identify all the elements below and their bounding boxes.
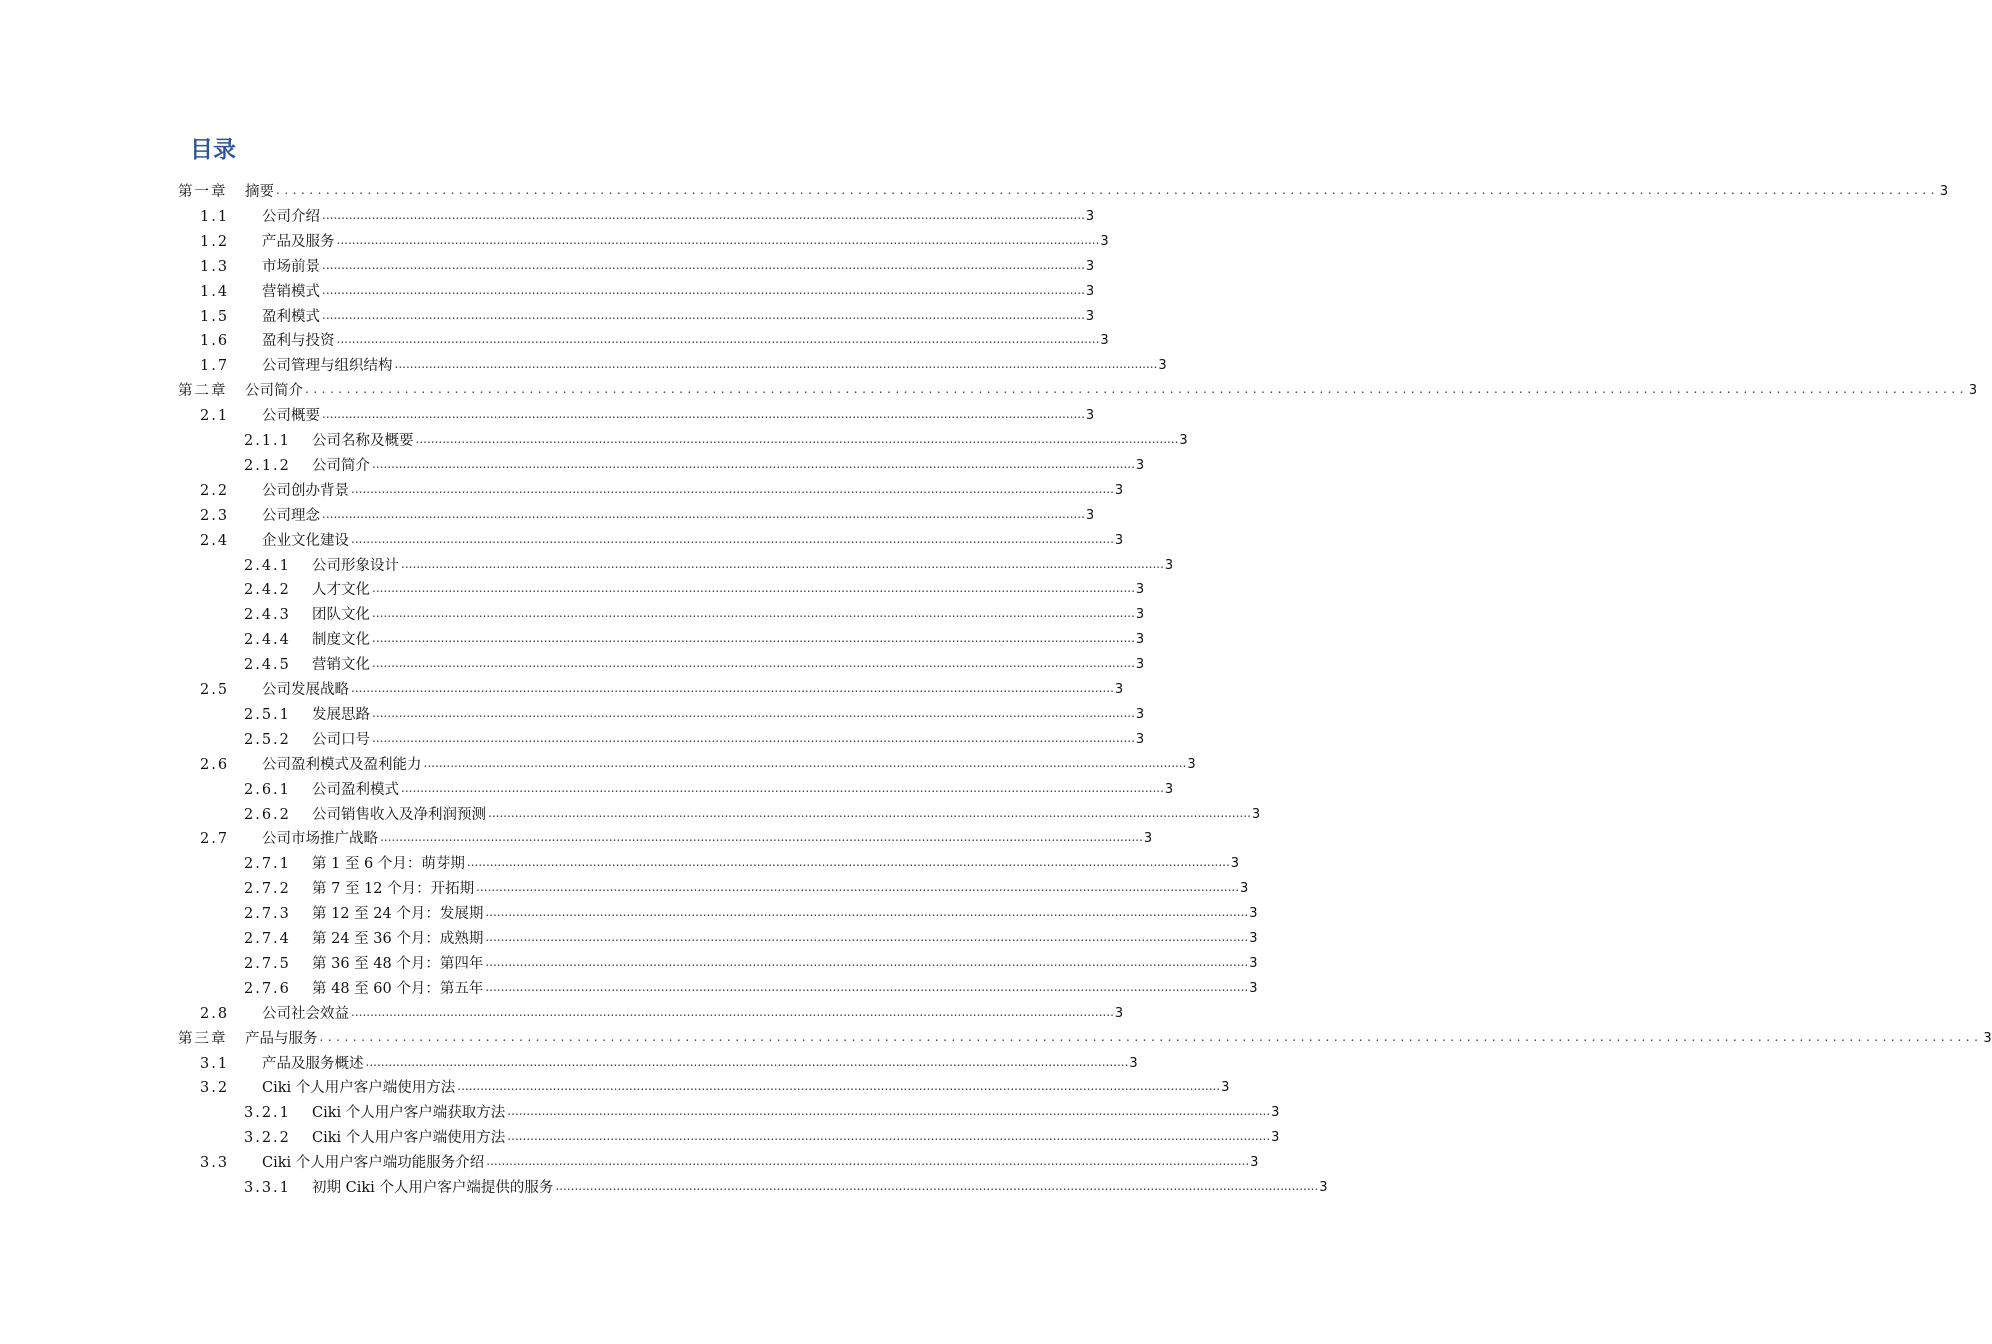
toc-entry[interactable]: [244, 427, 1188, 451]
toc-entry-page: 3: [1114, 682, 1124, 697]
toc-title: 目录: [190, 136, 236, 163]
toc-entry-number: 2.7.5: [244, 955, 291, 972]
toc-leader-dots: ........................................................................................................................................................................................................: [457, 1079, 1221, 1094]
toc-entry-number: 2.3: [200, 507, 230, 524]
toc-entry-number: 1.4: [200, 283, 230, 300]
toc-entry[interactable]: [244, 925, 1258, 949]
toc-entry-page: 3: [1135, 731, 1145, 747]
toc-entry-label: 企业文化建设: [262, 532, 349, 549]
toc-entry-page: 3: [1114, 482, 1124, 498]
toc-entry-label: 人才文化: [312, 582, 370, 599]
toc-leader-dots: ........................................................................................................................................................................................................: [372, 730, 1135, 745]
toc-entry[interactable]: [200, 303, 1095, 327]
toc-entry-number: 3.3: [200, 1155, 230, 1172]
toc-entry-label: 盈利模式: [262, 308, 320, 325]
toc-entry[interactable]: [244, 701, 1145, 725]
toc-entry[interactable]: [244, 452, 1145, 476]
toc-leader-dots: ........................................................................................................................................................................................................: [372, 456, 1135, 471]
toc-leader-dots: ........................................................................................................................................................................................................: [322, 257, 1085, 272]
toc-entry-page: 3: [1249, 955, 1258, 971]
toc-entry[interactable]: [200, 253, 1095, 277]
toc-entry[interactable]: [200, 751, 1196, 775]
toc-entry-number: 3.2: [200, 1080, 230, 1097]
toc-entry-page: 3: [1085, 258, 1095, 274]
toc-leader-dots: ........................................................................................................................................................................................................: [276, 183, 1939, 197]
toc-entry-page: 3: [1114, 532, 1124, 548]
toc-entry[interactable]: [200, 203, 1095, 227]
toc-entry[interactable]: [244, 776, 1174, 800]
toc-entry-page: 3: [1179, 433, 1188, 448]
toc-entry-label: Ciki 个人用户客户端使用方法: [312, 1130, 506, 1147]
toc-entry[interactable]: [244, 651, 1145, 675]
toc-entry-number: 2.4.1: [244, 557, 291, 574]
toc-leader-dots: ........................................................................................................................................................................................................: [555, 1179, 1319, 1193]
toc-leader-dots: ........................................................................................................................................................................................................: [322, 307, 1085, 322]
toc-entry-number: 2.8: [200, 1005, 230, 1022]
toc-leader-dots: ........................................................................................................................................................................................................: [372, 606, 1135, 621]
toc-entry-page: 3: [1164, 781, 1174, 797]
toc-entry-number: 1.1: [200, 208, 230, 225]
toc-entry-page: 3: [1240, 881, 1249, 897]
toc-entry-label: Ciki 个人用户客户端功能服务介绍: [262, 1155, 485, 1172]
toc-leader-dots: ........................................................................................................................................................................................................: [351, 481, 1114, 496]
toc-leader-dots: ........................................................................................................................................................................................................: [322, 282, 1085, 297]
toc-entry-page: 3: [1135, 607, 1145, 623]
toc-entry-number: 2.7.1: [244, 856, 291, 873]
toc-entry-page: 3: [1187, 756, 1196, 772]
toc-entry-label: 公司概要: [262, 408, 320, 425]
toc-entry[interactable]: [200, 527, 1124, 551]
toc-entry-label: 发展思路: [312, 706, 370, 723]
toc-entry-page: 3: [1135, 706, 1145, 722]
toc-leader-dots: ........................................................................................................................................................................................................: [507, 1104, 1271, 1119]
toc-leader-dots: ........................................................................................................................................................................................................: [319, 1029, 1983, 1044]
toc-entry-label: 营销文化: [312, 657, 370, 674]
toc-entry-label: 公司口号: [312, 731, 370, 748]
toc-entry-number: 2.7: [200, 831, 230, 848]
toc-entry[interactable]: [244, 950, 1258, 974]
toc-entry-number: 2.7.6: [244, 980, 291, 997]
toc-entry-label: 公司销售收入及净利润预测: [312, 806, 486, 823]
toc-entry-number: 1.2: [200, 233, 230, 250]
toc-entry-page: 3: [1221, 1080, 1230, 1096]
toc-entry[interactable]: [200, 1000, 1124, 1024]
toc-leader-dots: ........................................................................................................................................................................................................: [423, 755, 1187, 770]
toc-entry-number: 3.1: [200, 1055, 230, 1072]
toc-entry-label: 第 1 至 6 个月：萌芽期: [312, 856, 465, 873]
toc-entry-page: 3: [1135, 582, 1145, 598]
toc-entry[interactable]: [200, 402, 1095, 426]
toc-entry[interactable]: [244, 850, 1240, 874]
toc-entry-number: 2.7.2: [244, 881, 291, 898]
toc-entry-label: 产品及服务概述: [262, 1055, 364, 1072]
toc-entry-label: 产品与服务: [245, 1030, 318, 1047]
toc-entry-page: 3: [1968, 383, 1978, 399]
toc-entry[interactable]: [244, 900, 1258, 924]
toc-entry-number: 1.5: [200, 308, 230, 325]
toc-entry-label: 营销模式: [262, 283, 320, 300]
toc-entry-page: 3: [1249, 931, 1258, 946]
toc-entry-label: 公司发展战略: [262, 682, 349, 698]
toc-entry-page: 3: [1250, 1155, 1259, 1171]
toc-entry-number: 2.4.3: [244, 607, 291, 624]
toc-entry-label: 公司盈利模式及盈利能力: [262, 756, 422, 773]
toc-entry-page: 3: [1271, 1130, 1280, 1146]
toc-leader-dots: ........................................................................................................................................................................................................: [380, 830, 1143, 845]
toc-leader-dots: ........................................................................................................................................................................................................: [372, 631, 1135, 646]
toc-entry-label: Ciki 个人用户客户端获取方法: [312, 1105, 506, 1122]
toc-entry[interactable]: [244, 601, 1145, 625]
toc-leader-dots: ........................................................................................................................................................................................................: [485, 979, 1249, 994]
toc-entry-number: 2.5.2: [244, 731, 291, 748]
toc-entry-number: 2.1.2: [244, 457, 291, 474]
toc-entry-page: 3: [1100, 333, 1109, 349]
toc-entry-page: 3: [1164, 557, 1174, 573]
toc-leader-dots: ........................................................................................................................................................................................................: [336, 232, 1100, 247]
toc-entry-page: 3: [1085, 308, 1095, 324]
toc-entry-page: 3: [1251, 806, 1261, 822]
toc-entry-number: 1.7: [200, 358, 230, 375]
toc-entry-number: 2.6.1: [244, 781, 291, 798]
toc-entry[interactable]: [244, 626, 1145, 650]
toc-leader-dots: ........................................................................................................................................................................................................: [351, 531, 1114, 546]
toc-leader-dots: ........................................................................................................................................................................................................: [488, 805, 1251, 820]
toc-leader-dots: ........................................................................................................................................................................................................: [485, 954, 1249, 969]
toc-entry[interactable]: [244, 1174, 1328, 1198]
toc-entry-page: 3: [1983, 1030, 1992, 1046]
toc-entry-label: 团队文化: [312, 607, 370, 624]
toc-entry-number: 第一章: [178, 184, 228, 200]
toc-entry[interactable]: [200, 1074, 1230, 1098]
toc-entry-number: 1.6: [200, 333, 230, 350]
toc-entry[interactable]: [200, 825, 1153, 849]
toc-entry[interactable]: [244, 726, 1145, 750]
toc-entry-label: 公司盈利模式: [312, 781, 399, 798]
toc-entry-number: 3.2.2: [244, 1130, 291, 1147]
toc-entry-number: 第三章: [178, 1030, 228, 1047]
toc-entry-number: 2.7.4: [244, 931, 291, 947]
toc-leader-dots: ........................................................................................................................................................................................................: [322, 207, 1085, 222]
toc-entry-page: 3: [1158, 358, 1167, 374]
toc-entry-label: 制度文化: [312, 632, 370, 649]
toc-leader-dots: ........................................................................................................................................................................................................: [401, 780, 1164, 795]
toc-entry-label: 公司简介: [245, 383, 303, 400]
toc-leader-dots: ........................................................................................................................................................................................................: [485, 930, 1249, 944]
toc-leader-dots: ........................................................................................................................................................................................................: [372, 705, 1135, 720]
toc-entry-page: 3: [1249, 906, 1258, 922]
toc-entry[interactable]: [178, 377, 1978, 401]
toc-entry[interactable]: [244, 552, 1174, 576]
toc-leader-dots: ........................................................................................................................................................................................................: [486, 1154, 1250, 1169]
toc-entry-label: 公司创办背景: [262, 482, 349, 499]
toc-entry[interactable]: [200, 352, 1167, 376]
toc-entry[interactable]: [200, 278, 1095, 302]
toc-entry-label: 盈利与投资: [262, 333, 335, 350]
toc-entry-label: 第 7 至 12 个月：开拓期: [312, 881, 475, 898]
toc-entry-number: 2.7.3: [244, 906, 291, 923]
toc-entry-page: 3: [1135, 457, 1145, 473]
toc-entry-number: 1.3: [200, 258, 230, 275]
toc-entry[interactable]: [200, 1149, 1259, 1173]
toc-entry[interactable]: [178, 1025, 1992, 1049]
toc-entry-number: 第二章: [178, 383, 228, 400]
toc-entry-page: 3: [1271, 1105, 1280, 1121]
toc-entry-page: 3: [1230, 856, 1240, 872]
toc-entry-label: 公司形象设计: [312, 557, 399, 574]
toc-entry-number: 2.2: [200, 482, 230, 499]
toc-leader-dots: ........................................................................................................................................................................................................: [415, 432, 1179, 446]
toc-entry-label: 初期 Ciki 个人用户客户端提供的服务: [312, 1180, 554, 1196]
toc-leader-dots: ........................................................................................................................................................................................................: [336, 332, 1100, 347]
toc-entry-page: 3: [1939, 184, 1949, 199]
toc-entry-page: 3: [1249, 980, 1258, 996]
toc-entry-label: 公司名称及概要: [312, 433, 414, 449]
toc-entry-label: 第 12 至 24 个月：发展期: [312, 906, 484, 923]
toc-entry[interactable]: [200, 477, 1124, 501]
toc-entry-number: 2.4.2: [244, 582, 291, 599]
toc-leader-dots: ........................................................................................................................................................................................................: [322, 506, 1085, 521]
toc-entry[interactable]: [200, 327, 1109, 351]
toc-entry[interactable]: [200, 676, 1124, 700]
toc-entry-number: 3.2.1: [244, 1105, 291, 1122]
toc-entry-label: 公司理念: [262, 507, 320, 524]
toc-entry-number: 2.5: [200, 682, 230, 698]
toc-entry-number: 3.3.1: [244, 1180, 291, 1196]
toc-entry-page: 3: [1100, 233, 1109, 249]
toc-leader-dots: ........................................................................................................................................................................................................: [507, 1129, 1271, 1144]
toc-entry[interactable]: [178, 178, 1949, 202]
toc-leader-dots: ........................................................................................................................................................................................................: [351, 1004, 1114, 1019]
toc-entry[interactable]: [244, 576, 1145, 600]
toc-leader-dots: ........................................................................................................................................................................................................: [372, 581, 1135, 596]
toc-leader-dots: ........................................................................................................................................................................................................: [372, 656, 1135, 671]
toc-leader-dots: ........................................................................................................................................................................................................: [322, 407, 1085, 422]
toc-entry[interactable]: [200, 502, 1095, 526]
toc-entry-page: 3: [1085, 507, 1095, 523]
toc-entry[interactable]: [244, 875, 1249, 899]
toc-entry[interactable]: [244, 801, 1261, 825]
toc-leader-dots: ........................................................................................................................................................................................................: [394, 357, 1158, 372]
toc-entry-label: 摘要: [245, 184, 274, 200]
toc-leader-dots: ........................................................................................................................................................................................................: [476, 880, 1240, 895]
toc-entry[interactable]: [200, 1050, 1138, 1074]
toc-entry-label: 产品及服务: [262, 233, 335, 250]
toc-leader-dots: ........................................................................................................................................................................................................: [485, 905, 1249, 920]
toc-entry-number: 2.4: [200, 532, 230, 549]
toc-entry-page: 3: [1085, 408, 1095, 424]
toc-entry-page: 3: [1085, 208, 1095, 224]
toc-entry-number: 2.6: [200, 756, 230, 773]
toc-entry-number: 2.6.2: [244, 806, 291, 823]
toc-leader-dots: ........................................................................................................................................................................................................: [305, 382, 1968, 397]
toc-entry-label: 第 48 至 60 个月：第五年: [312, 980, 484, 997]
toc-entry[interactable]: [200, 228, 1109, 252]
toc-entry-label: 公司管理与组织结构: [262, 358, 393, 375]
toc-entry-page: 3: [1114, 1005, 1124, 1021]
toc-entry[interactable]: [244, 1124, 1280, 1148]
toc-leader-dots: ........................................................................................................................................................................................................: [365, 1054, 1129, 1069]
toc-entry-label: 第 36 至 48 个月：第四年: [312, 955, 484, 972]
toc-entry-label: 第 24 至 36 个月：成熟期: [312, 931, 484, 947]
toc-entry-page: 3: [1319, 1180, 1328, 1195]
toc-entry-page: 3: [1135, 632, 1145, 648]
toc-entry-label: 公司市场推广战略: [262, 831, 378, 848]
toc-leader-dots: ........................................................................................................................................................................................................: [351, 681, 1114, 695]
toc-entry-label: 公司介绍: [262, 208, 320, 225]
toc-entry-label: 公司社会效益: [262, 1005, 349, 1022]
toc-entry-number: 2.4.4: [244, 632, 291, 649]
toc-entry-label: 市场前景: [262, 258, 320, 275]
toc-leader-dots: ........................................................................................................................................................................................................: [401, 556, 1164, 571]
toc-entry-label: Ciki 个人用户客户端使用方法: [262, 1080, 456, 1097]
toc-entry-page: 3: [1129, 1055, 1138, 1071]
toc-entry[interactable]: [244, 1099, 1280, 1123]
toc-entry[interactable]: [244, 975, 1258, 999]
toc-entry-number: 2.1: [200, 408, 230, 425]
toc-entry-page: 3: [1085, 283, 1095, 299]
toc-entry-page: 3: [1135, 657, 1145, 673]
toc-entry-number: 2.1.1: [244, 433, 291, 449]
toc-entry-number: 2.5.1: [244, 706, 291, 723]
toc-entry-page: 3: [1143, 831, 1153, 847]
toc-entry-label: 公司简介: [312, 457, 370, 474]
toc-entry-number: 2.4.5: [244, 657, 291, 674]
toc-leader-dots: ........................................................................................................................................................................................................: [466, 855, 1230, 870]
